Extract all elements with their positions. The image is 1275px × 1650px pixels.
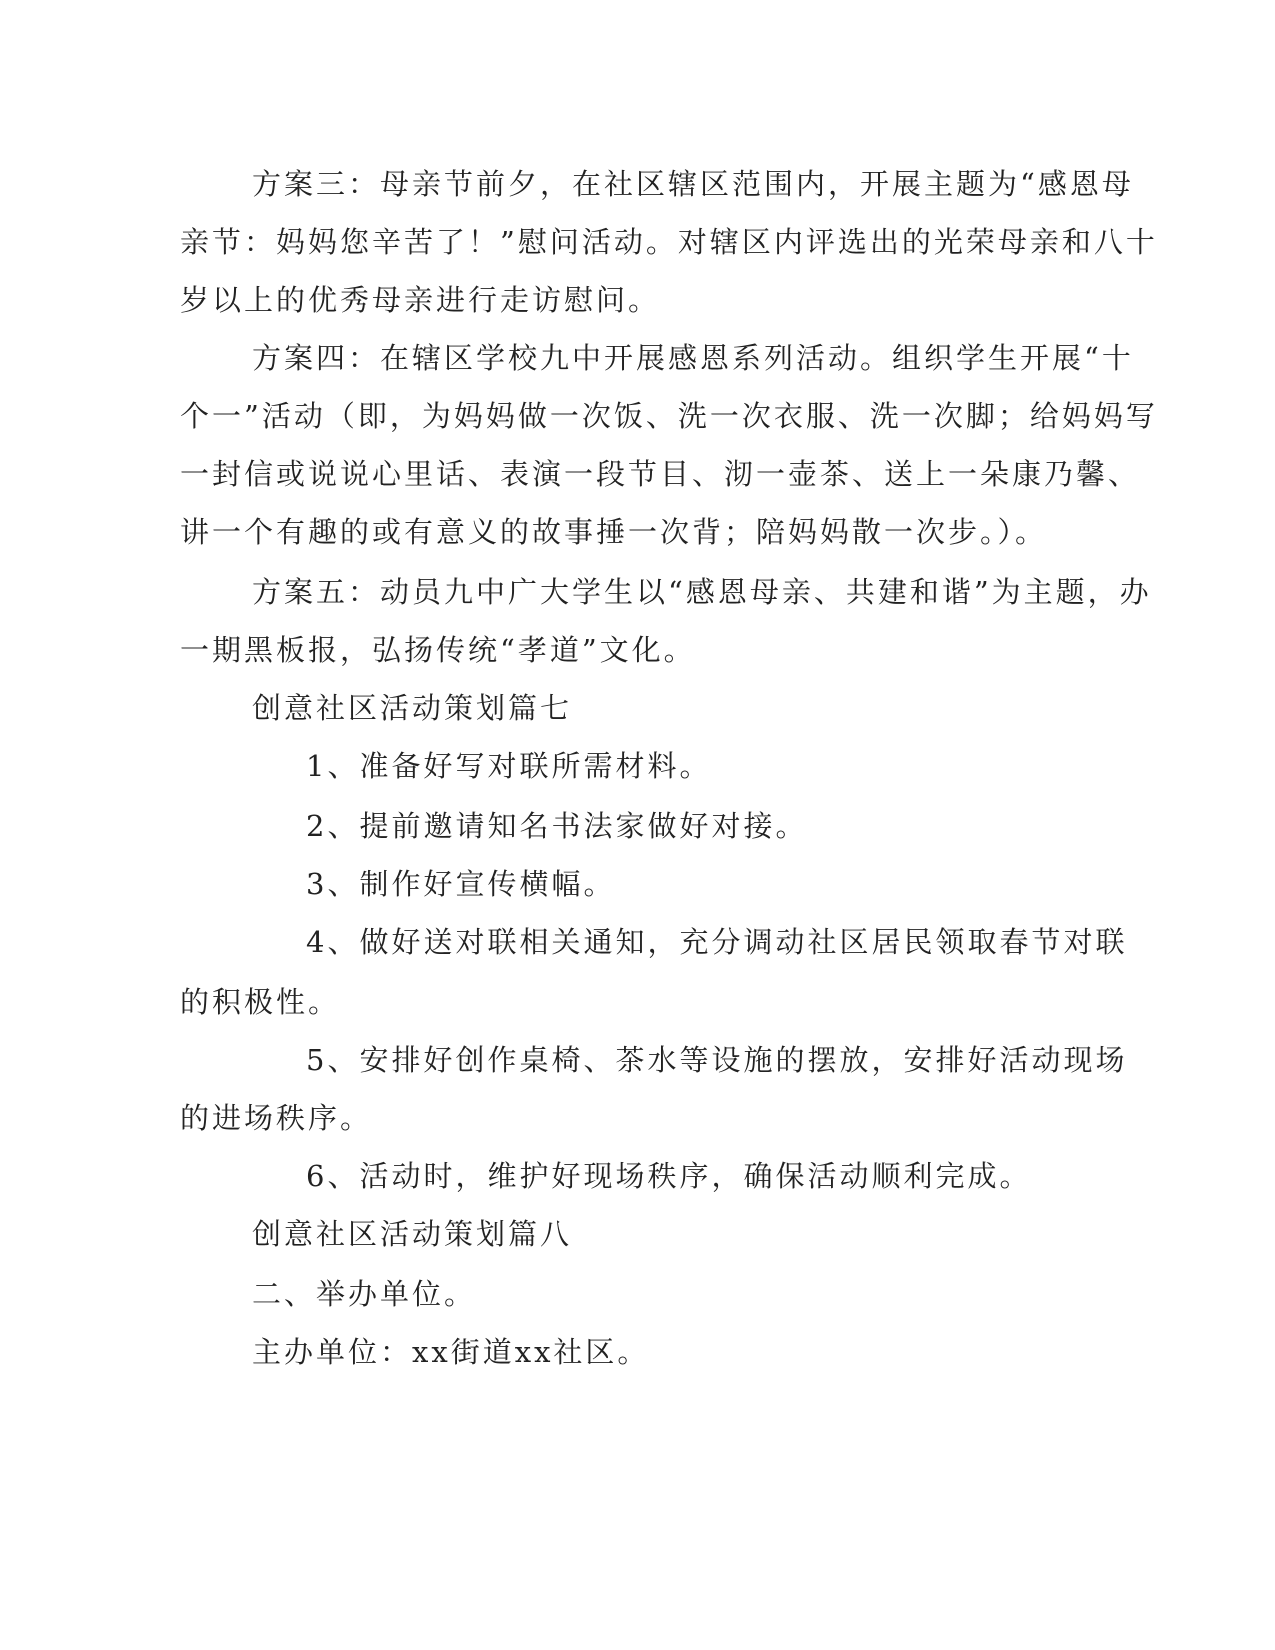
list-item-4-line-2: 的积极性。 (180, 985, 341, 1019)
list-item-5-line-2: 的进场秩序。 (180, 1101, 373, 1135)
list-item-1: 1、准备好写对联所需材料。 (306, 749, 712, 783)
list-item-5-line-1: 5、安排好创作桌椅、茶水等设施的摆放，安排好活动现场 (306, 1043, 1128, 1077)
plan-four-line-2: 个一”活动（即，为妈妈做一次饭、洗一次衣服、洗一次脚；给妈妈写 (180, 399, 1158, 433)
plan-three-line-2: 亲节：妈妈您辛苦了！”慰问活动。对辖区内评选出的光荣母亲和八十 (180, 225, 1158, 259)
list-item-6: 6、活动时，维护好现场秩序，确保活动顺利完成。 (306, 1159, 1032, 1193)
plan-three-line-3: 岁以上的优秀母亲进行走访慰问。 (180, 283, 661, 317)
list-item-4-line-1: 4、做好送对联相关通知，充分调动社区居民领取春节对联 (306, 925, 1128, 959)
organizer-heading: 二、举办单位。 (252, 1277, 477, 1311)
list-item-2: 2、提前邀请知名书法家做好对接。 (306, 809, 808, 843)
section-heading-eight: 创意社区活动策划篇八 (252, 1217, 573, 1251)
plan-five-line-1: 方案五：动员九中广大学生以“感恩母亲、共建和谐”为主题，办 (252, 575, 1152, 609)
plan-five-line-2: 一期黑板报，弘扬传统“孝道”文化。 (180, 633, 696, 667)
plan-three-line-1: 方案三：母亲节前夕，在社区辖区范围内，开展主题为“感恩母 (252, 167, 1134, 201)
plan-four-line-1: 方案四：在辖区学校九中开展感恩系列活动。组织学生开展“十 (252, 341, 1134, 375)
list-item-3: 3、制作好宣传横幅。 (306, 867, 616, 901)
section-heading-seven: 创意社区活动策划篇七 (252, 691, 573, 725)
host-unit-line: 主办单位：xx街道xx社区。 (252, 1335, 650, 1369)
plan-four-line-4: 讲一个有趣的或有意义的故事捶一次背；陪妈妈散一次步。）。 (180, 515, 1048, 549)
plan-four-line-3: 一封信或说说心里话、表演一段节目、沏一壶茶、送上一朵康乃馨、 (180, 457, 1141, 491)
